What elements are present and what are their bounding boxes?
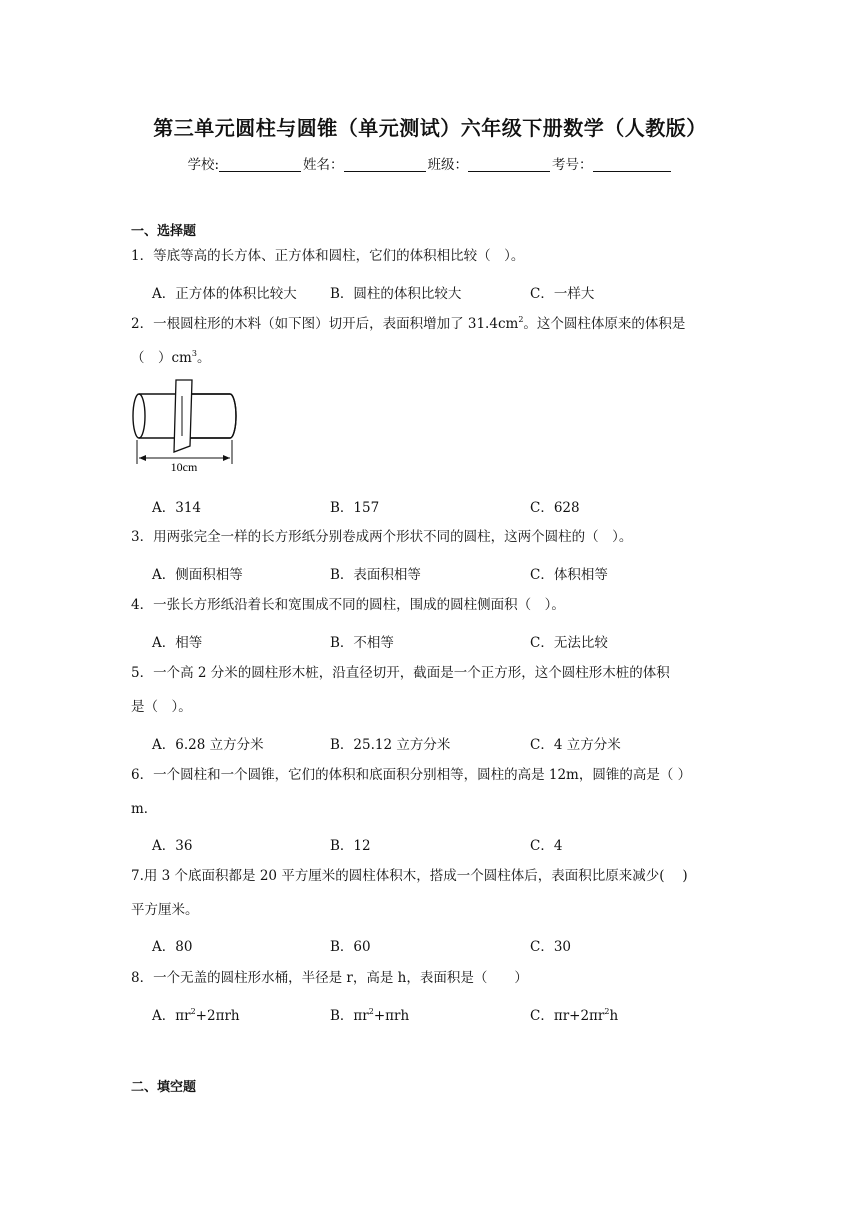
question-6-options <box>152 834 752 854</box>
q8-b-post: +πrh <box>373 1008 410 1024</box>
q1-option-c[interactable]: C．一样大 <box>530 286 595 302</box>
q2-line2: （ ）cm <box>131 350 192 366</box>
figure-length-label: 10cm <box>170 460 198 474</box>
q2-line2-end: 。 <box>196 350 211 366</box>
question-8-options <box>152 1004 752 1024</box>
q4-option-c[interactable]: C．无法比较 <box>530 635 608 651</box>
q2-option-a[interactable]: A．314 <box>152 500 202 516</box>
q2-line1: 2．一根圆柱形的木料（如下图）切开后，表面积增加了 31.4cm <box>131 316 519 332</box>
q2-sup-volume: 3 <box>191 349 197 358</box>
q7-option-b[interactable]: B．60 <box>330 939 371 955</box>
q8-option-b[interactable] <box>330 1004 409 1024</box>
question-2-options <box>152 496 752 516</box>
q3-option-a[interactable]: A．侧面积相等 <box>152 567 243 583</box>
section-heading-fill: 二、填空题 <box>131 1080 197 1095</box>
q3-option-c[interactable]: C．体积相等 <box>530 567 608 583</box>
exam-no-label: 考号： <box>552 157 593 173</box>
name-blank[interactable] <box>344 157 426 172</box>
question-5 <box>131 656 741 724</box>
q8-a-post: +2πrh <box>195 1008 240 1024</box>
q3-option-b[interactable]: B．表面积相等 <box>330 567 421 583</box>
question-8: 8．一个无盖的圆柱形水桶，半径是 r，高是 h，表面积是（ ） <box>131 970 528 986</box>
cylinder-cut-figure <box>126 372 238 476</box>
name-label: 姓名： <box>303 157 344 173</box>
school-label: 学校: <box>187 157 220 173</box>
q8-a-pre: A．πr <box>152 1008 191 1024</box>
q5-line1: 5．一个高 2 分米的圆柱形木桩，沿直径切开，截面是一个正方形，这个圆柱形木桩的体积 <box>131 665 670 681</box>
question-5-options <box>152 733 752 753</box>
q7-line2: 平方厘米。 <box>131 902 199 918</box>
q5-line2: 是（ ）。 <box>131 699 192 715</box>
q5-option-c[interactable]: C．4 立方分米 <box>530 737 621 753</box>
q2-line1-end: 。这个圆柱体原来的体积是 <box>523 316 686 332</box>
q2-option-c[interactable]: C．628 <box>530 500 580 516</box>
question-1: 1．等底等高的长方体、正方体和圆柱，它们的体积相比较（ ）。 <box>131 248 525 264</box>
q6-option-b[interactable]: B．12 <box>330 838 371 854</box>
question-3-options <box>152 563 752 583</box>
school-blank[interactable] <box>219 157 301 172</box>
q6-line1: 6．一个圆柱和一个圆锥，它们的体积和底面积分别相等，圆柱的高是 12m，圆锥的高是（ ） <box>131 767 692 783</box>
question-4-options <box>152 631 752 651</box>
q5-option-a[interactable]: A．6.28 立方分米 <box>152 737 264 753</box>
q1-option-b[interactable]: B．圆柱的体积比较大 <box>330 286 462 302</box>
question-3: 3．用两张完全一样的长方形纸分别卷成两个形状不同的圆柱，这两个圆柱的（ ）。 <box>131 529 633 545</box>
q8-c-sup: 2 <box>604 1007 610 1016</box>
q6-line2: m． <box>131 801 158 817</box>
q5-option-b[interactable]: B．25.12 立方分米 <box>330 737 451 753</box>
q6-option-a[interactable]: A．36 <box>152 838 193 854</box>
class-blank[interactable] <box>468 157 550 172</box>
q8-b-sup: 2 <box>368 1007 374 1016</box>
q2-option-b[interactable]: B．157 <box>330 500 380 516</box>
q8-b-pre: B．πr <box>330 1008 369 1024</box>
q8-c-pre: C．πr+2πr <box>530 1008 605 1024</box>
q7-option-a[interactable]: A．80 <box>152 939 193 955</box>
question-4: 4．一张长方形纸沿着长和宽围成不同的圆柱，围成的圆柱侧面积（ ）。 <box>131 597 565 613</box>
exam-no-blank[interactable] <box>593 157 671 172</box>
q4-option-b[interactable]: B．不相等 <box>330 635 394 651</box>
q6-option-c[interactable]: C．4 <box>530 838 563 854</box>
q2-sup-area: 2 <box>518 315 524 324</box>
q1-option-a[interactable]: A．正方体的体积比较大 <box>152 286 297 302</box>
q8-c-post: h <box>609 1008 619 1024</box>
page-title: 第三单元圆柱与圆锥（单元测试）六年级下册数学（人教版） <box>153 116 707 140</box>
class-label: 班级： <box>427 157 469 173</box>
student-info-line <box>0 153 860 173</box>
question-7 <box>131 859 741 927</box>
question-1-options <box>152 282 752 302</box>
section-heading-choice: 一、选择题 <box>131 224 197 239</box>
question-6 <box>131 758 741 826</box>
question-7-options <box>152 935 752 955</box>
q8-option-c[interactable] <box>530 1004 618 1024</box>
q4-option-a[interactable]: A．相等 <box>152 635 203 651</box>
question-2 <box>131 307 741 375</box>
q8-option-a[interactable] <box>152 1004 240 1024</box>
q8-a-sup: 2 <box>190 1007 196 1016</box>
q7-line1: 7.用 3 个底面积都是 20 平方厘米的圆柱体积木，搭成一个圆柱体后，表面积比原来减少( ) <box>131 868 688 884</box>
q7-option-c[interactable]: C．30 <box>530 939 572 955</box>
